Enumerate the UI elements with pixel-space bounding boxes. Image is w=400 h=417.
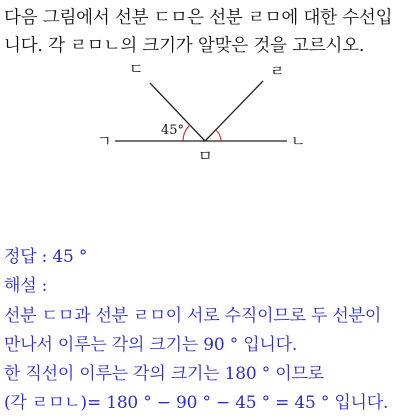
label-n: ㄴ: [291, 132, 306, 150]
label-r: ㄹ: [270, 62, 285, 80]
angle-figure: [95, 60, 335, 170]
angle-arc-45: [183, 125, 190, 141]
label-g: ㄱ: [97, 132, 112, 150]
label-m: ㅁ: [198, 147, 213, 165]
angle-arc-rmn: [216, 130, 221, 141]
explanation-line-4: (각 ㄹㅁㄴ)= 180 ° − 90 ° − 45 ° = 45 ° 입니다.: [4, 393, 389, 413]
question-line-1: 다음 그림에서 선분 ㄷㅁ은 선분 ㄹㅁ에 대한 수선입: [4, 8, 393, 28]
explanation-line-3: 한 직선이 이루는 각의 크기는 180 ° 이므로: [4, 364, 324, 384]
segment-rm: [205, 81, 263, 141]
answer-line: 정답 : 45 °: [4, 247, 88, 267]
angle-label-45: 45°: [161, 123, 185, 138]
label-d: ㄷ: [129, 60, 144, 78]
explanation-line-1: 선분 ㄷㅁ과 선분 ㄹㅁ이 서로 수직이므로 두 선분이: [4, 306, 382, 326]
explanation-label: 해설 :: [4, 276, 48, 296]
question-line-2: 니다. 각 ㄹㅁㄴ의 크기가 알맞은 것을 고르시오.: [4, 36, 365, 56]
explanation-line-2: 만나서 이루는 각의 크기는 90 ° 입니다.: [4, 335, 298, 355]
